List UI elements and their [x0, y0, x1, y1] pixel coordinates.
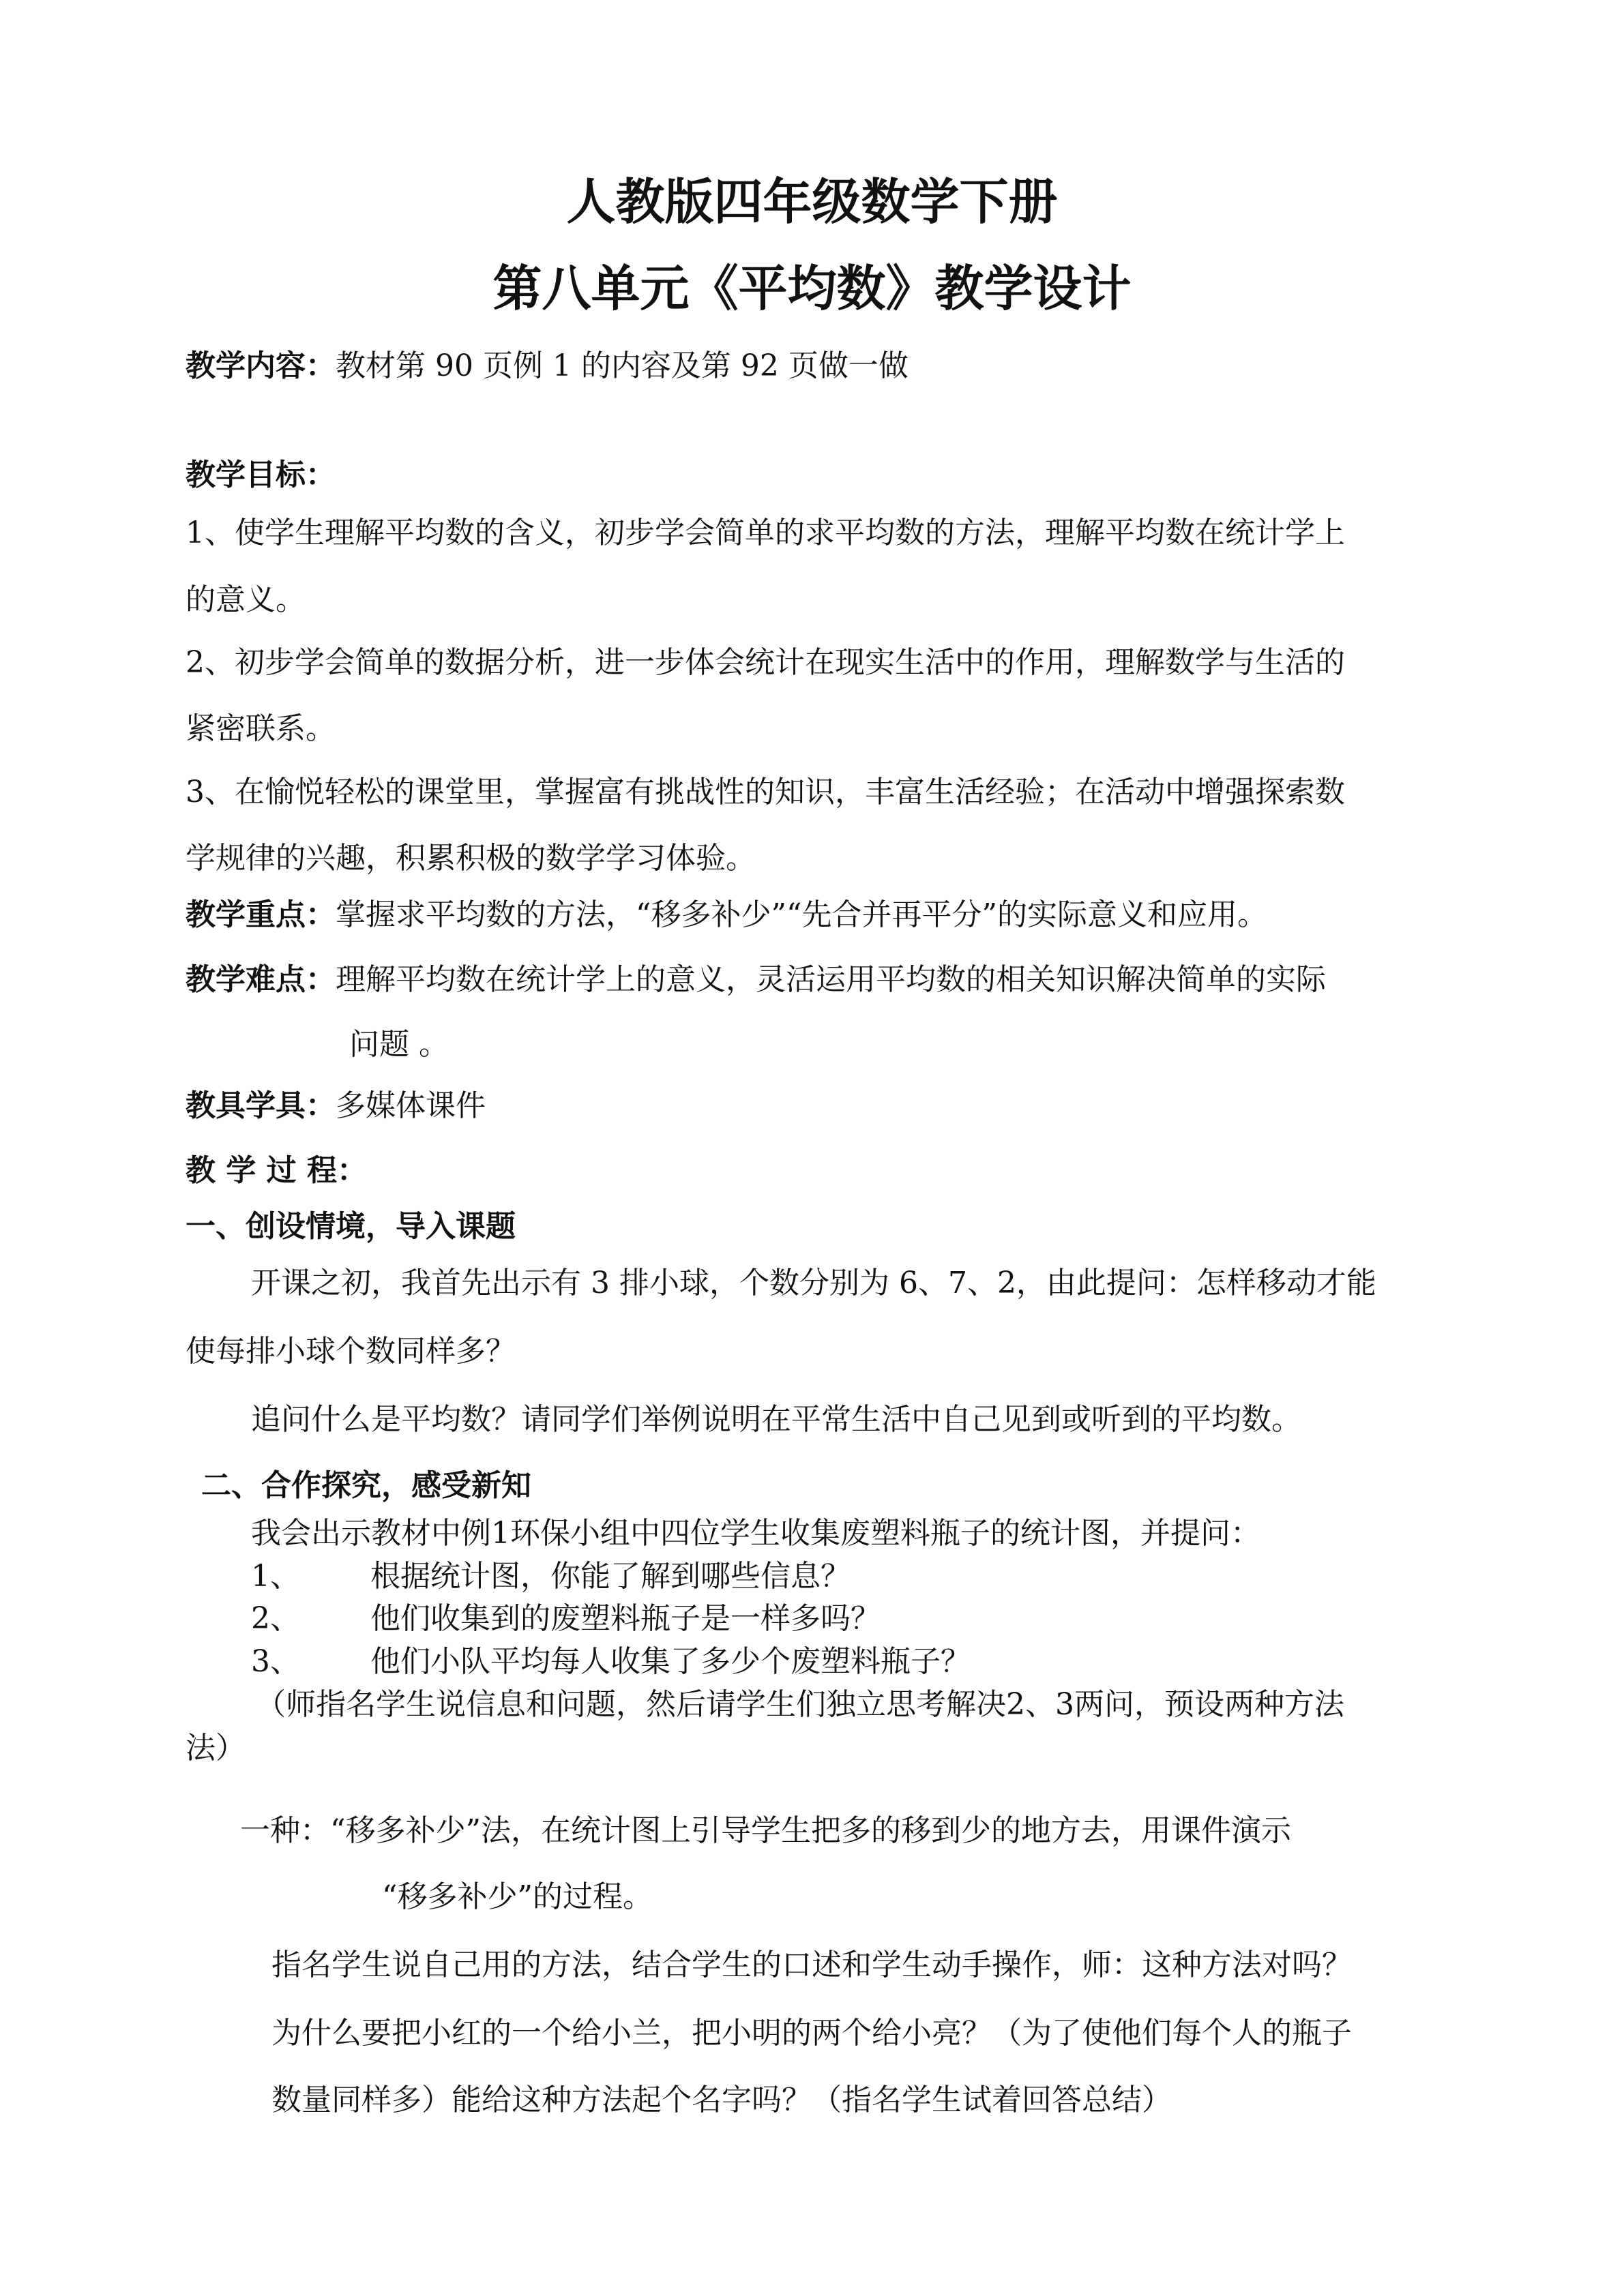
objective-3-line1: 3、在愉悦轻松的课堂里，掌握富有挑战性的知识，丰富生活经验；在活动中增强探索数	[186, 775, 1345, 809]
section1-para1-line2: 使每排小球个数同样多？	[186, 1334, 516, 1369]
content-label: 教学内容：	[186, 348, 336, 383]
question-3-num: 3、	[251, 1644, 300, 1679]
question-1	[251, 1551, 851, 1595]
tools-label: 教具学具：	[186, 1088, 336, 1123]
section1-para2: 追问什么是平均数？请同学们举例说明在平常生活中自己见到或听到的平均数。	[251, 1402, 1301, 1437]
tools-text: 多媒体课件	[336, 1088, 486, 1123]
section2-para-line1: 指名学生说自己用的方法，结合学生的口述和学生动手操作，师：这种方法对吗？	[271, 1948, 1352, 1982]
title-line2: 第八单元《平均数》教学设计	[492, 260, 1132, 317]
tools-row	[186, 1081, 486, 1124]
question-1-num: 1、	[251, 1559, 300, 1594]
difficulty-line1: 理解平均数在统计学上的意义，灵活运用平均数的相关知识解决简单的实际	[336, 962, 1326, 997]
content-row	[186, 341, 909, 385]
objective-1-line1: 1、使学生理解平均数的含义，初步学会简单的求平均数的方法，理解平均数在统计学上	[186, 516, 1345, 550]
method1-line2: “移多补少”的过程。	[382, 1879, 653, 1914]
objectives-label: 教学目标：	[186, 458, 336, 492]
section2-para-line3: 数量同样多）能给这种方法起个名字吗？（指名学生试着回答总结）	[271, 2083, 1172, 2117]
difficulty-row	[186, 955, 1326, 998]
objective-1-line2: 的意义。	[186, 582, 306, 617]
title-line1: 人教版四年级数学下册	[566, 173, 1058, 230]
section2-heading: 二、合作探究，感受新知	[201, 1468, 531, 1503]
key-point-text: 掌握求平均数的方法，“移多补少”“先合并再平分”的实际意义和应用。	[336, 897, 1267, 932]
question-3-text: 他们小队平均每人收集了多少个废塑料瓶子？	[370, 1644, 971, 1679]
section1-heading: 一、创设情境，导入课题	[186, 1209, 516, 1244]
difficulty-line2: 问题 。	[349, 1027, 449, 1062]
method1-line1: 一种：“移多补少”法，在统计图上引导学生把多的移到少的地方去，用课件演示	[240, 1813, 1291, 1848]
question-2-text: 他们收集到的废塑料瓶子是一样多吗？	[370, 1601, 881, 1636]
section1-para1-line1: 开课之初，我首先出示有 3 排小球，个数分别为 6、7、2，由此提问：怎样移动才能	[251, 1266, 1376, 1300]
section2-note-line2: 法）	[186, 1731, 246, 1765]
objective-2-line1: 2、初步学会简单的数据分析，进一步体会统计在现实生活中的作用，理解数学与生活的	[186, 645, 1345, 680]
difficulty-label: 教学难点：	[186, 962, 336, 997]
key-point-row	[186, 890, 1267, 934]
question-1-text: 根据统计图，你能了解到哪些信息？	[370, 1559, 851, 1594]
key-point-label: 教学重点：	[186, 897, 336, 932]
question-2-num: 2、	[251, 1601, 300, 1636]
objective-2-line2: 紧密联系。	[186, 711, 336, 746]
section2-note-line1: （师指名学生说信息和问题，然后请学生们独立思考解决2、3两问，预设两种方法	[256, 1687, 1344, 1722]
content-text: 教材第 90 页例 1 的内容及第 92 页做一做	[336, 348, 909, 383]
section2-intro: 我会出示教材中例1环保小组中四位学生收集废塑料瓶子的统计图，并提问：	[251, 1516, 1260, 1551]
section2-para-line2: 为什么要把小红的一个给小兰，把小明的两个给小亮？（为了使他们每个人的瓶子	[271, 2016, 1352, 2051]
question-2	[251, 1594, 881, 1637]
objective-3-line2: 学规律的兴趣，积累积极的数学学习体验。	[186, 841, 756, 876]
process-label: 教 学 过 程：	[186, 1153, 367, 1188]
question-3	[251, 1637, 971, 1680]
